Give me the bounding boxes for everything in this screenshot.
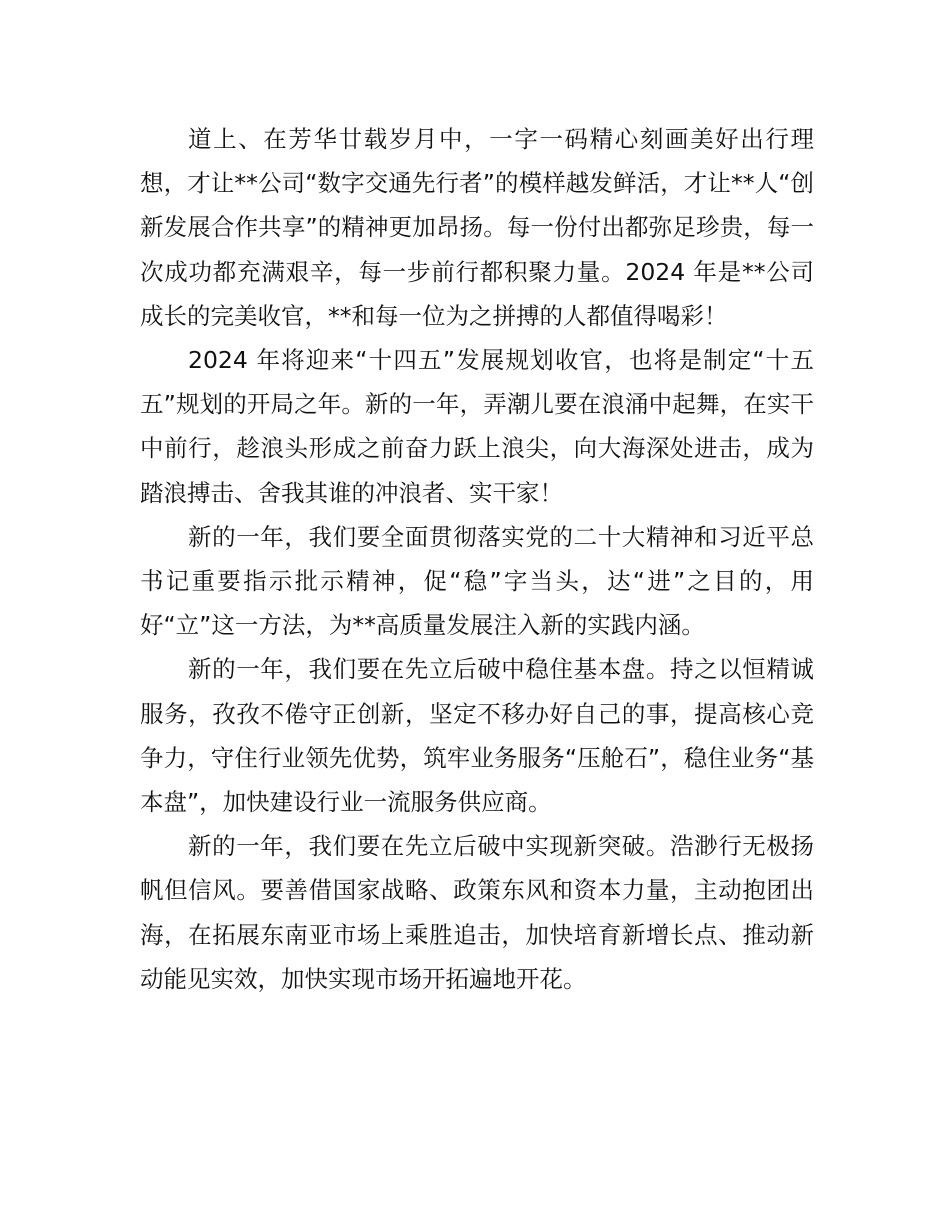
paragraph-2: 2024 年将迎来“十四五”发展规划收官，也将是制定“十五五”规划的开局之年。新的一年，弄潮儿要在浪涌中起舞，在实干中前行，趁浪头形成之前奋力跃上浪尖，向大海深处进击，成为踏浪搏击、舍我其谁的冲浪者、实干家！ bbox=[140, 346, 814, 507]
paragraph-4: 新的一年，我们要在先立后破中稳住基本盘。持之以恒精诚服务，孜孜不倦守正创新，坚定不移办好自己的事，提高核心竞争力，守住行业领先优势，筑牢业务服务“压舱石”，稳住业务“基本盘”，加快建设行业一流服务供应商。 bbox=[140, 655, 814, 817]
paragraph-1: 道上、在芳华廿载岁月中，一字一码精心刻画美好出行理想，才让**公司“数字交通先行者”的模样越发鲜活，才让**人“创新发展合作共享”的精神更加昂扬。每一份付出都弥足珍贵，每一次成功都充满艰辛，每一步前行都积聚力量。2024 年是**公司成长的完美收官，**和每一位为之拼搏的人都值得喝彩！ bbox=[140, 125, 814, 330]
paragraph-3: 新的一年，我们要全面贯彻落实党的二十大精神和习近平总书记重要指示批示精神，促“稳”字当头，达“进”之目的，用好“立”这一方法，为**高质量发展注入新的实践内涵。 bbox=[140, 522, 814, 640]
document-body bbox=[140, 117, 814, 1001]
paragraph-5: 新的一年，我们要在先立后破中实现新突破。浩渺行无极扬帆但信风。要善借国家战略、政策东风和资本力量，主动抱团出海，在拓展东南亚市场上乘胜追击，加快培育新增长点、推动新动能见实效，加快实现市场开拓遍地开花。 bbox=[140, 832, 814, 993]
